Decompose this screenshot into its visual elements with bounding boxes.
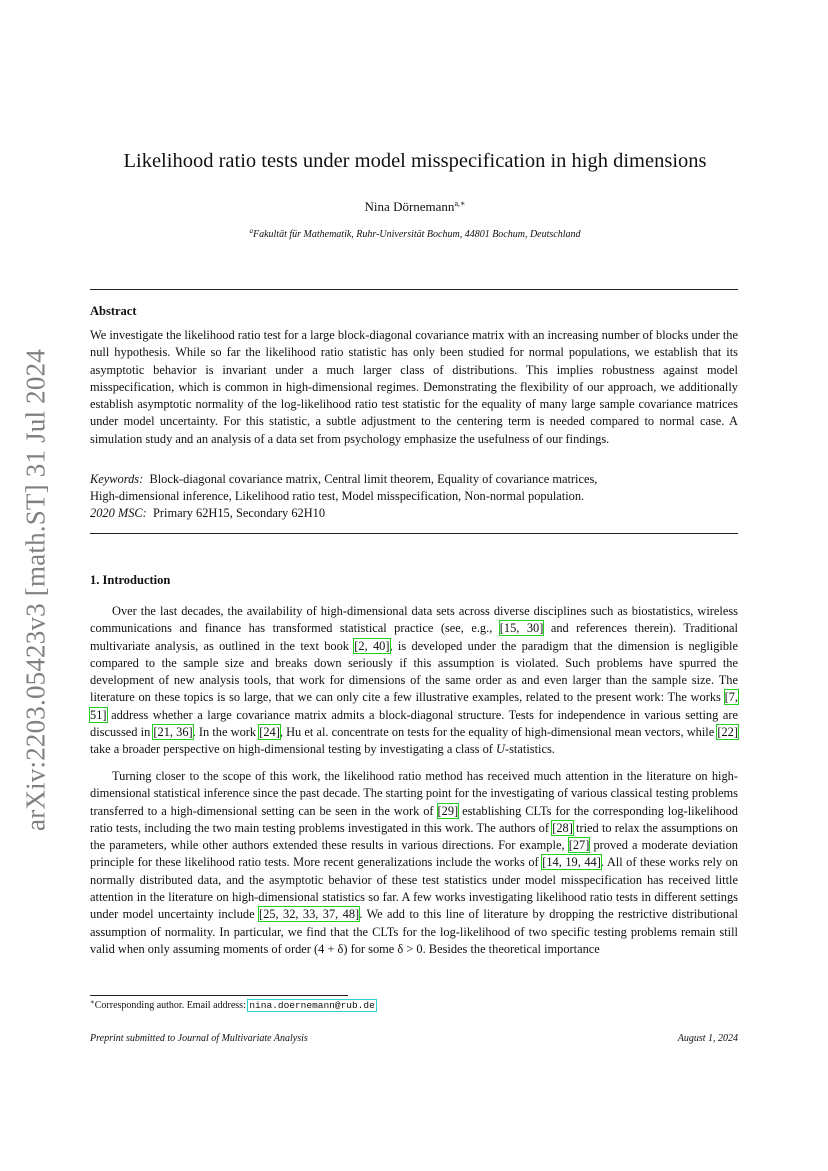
section-heading-introduction: 1. Introduction	[90, 573, 171, 587]
author-line	[90, 199, 740, 215]
keywords-label: Keywords:	[90, 472, 144, 486]
author-name: Nina Dörnemann	[364, 199, 455, 214]
keywords-line-1	[90, 471, 738, 488]
arxiv-identifier: arXiv:2203.05423v3 [math.ST] 31 Jul 2024	[20, 349, 51, 831]
math-symbol: U	[496, 742, 505, 757]
citation-link[interactable]: [21, 36]	[153, 725, 193, 740]
text-span: Over the last decades, the availability of high-dimensional data sets across diverse disciplines such as biostatistics, wireless communications and finance has transformed statistical practice (see, e.g.,	[90, 604, 738, 636]
citation-link[interactable]: [28]	[552, 820, 573, 835]
affiliation	[90, 227, 740, 240]
citation-link[interactable]: [29]	[437, 803, 459, 818]
abstract-heading: Abstract	[90, 304, 137, 318]
email-link[interactable]: nina.doernemann@rub.de	[249, 1000, 375, 1011]
footnote-mark: ∗	[90, 998, 95, 1006]
keywords-line-2: High-dimensional inference, Likelihood ratio test, Model misspecification, Non-normal population.	[90, 489, 585, 503]
text-span: , is developed under the paradigm that the dimension is negligible compared to the sample size and breaks down seriously if this assumption is violated. Such problems have spurred the development of new analysis tools, that work for dimensions of the same order as and even larger than the sample size. The literature on these topics is so large, that we can only cite a few illustrative examples, related to the present work: The works	[90, 638, 738, 705]
text-span: Turning closer to the scope of this work, the likelihood ratio method has received much attention in the literature on high-dimensional statistical inference since the past decade. The starting point for the investigating of various classical testing problems transferred to a high-dimensional setting can be seen in the work of	[90, 769, 738, 818]
text-span: , Hu et al. concentrate on tests for the equality of high-dimensional mean vectors, while	[279, 725, 718, 740]
text-span: address whether a large covariance matrix admits a block-diagonal structure. Tests for independence in various setting are discussed in	[90, 707, 738, 740]
arxiv-sidebar	[14, 280, 58, 900]
footnote	[90, 998, 376, 1011]
footnote-divider	[90, 995, 348, 996]
intro-paragraph-1	[90, 603, 738, 759]
citation-link[interactable]: [27]	[568, 838, 590, 853]
citation-link[interactable]: [22]	[717, 725, 739, 740]
affiliation-text: Fakultät für Mathematik, Ruhr-Universität Bochum, 44801 Bochum, Deutschland	[252, 229, 581, 240]
text-span: . All of these works rely on normally distributed data, and the asymptotic behavior of these test statistics under model misspecification has received little attention in the literature on high-dimensional statistics so far. A few works investigating likelihood ratio tests in different settings under model uncertainty include	[90, 855, 739, 922]
msc-text: Primary 62H15, Secondary 62H10	[153, 506, 326, 520]
text-span: . We add to this line of literature by dropping the restrictive distributional assumption of normality. In particular, we find that the CLTs for the log-likelihood of two specific testing problems remain still valid when only assuming moments of order (4 + δ) for some δ > 0. Besides the theoretical importance	[90, 907, 738, 956]
text-span: proved a moderate deviation principle for these likelihood ratio tests. More recent generalizations include the works of	[90, 838, 738, 870]
text-span: establishing CLTs for the corresponding log-likelihood ratio tests, including the two main testing problems investigated in this work. The authors of	[90, 803, 738, 835]
msc-line	[90, 505, 738, 522]
text-span: and references therein). Traditional multivariate analysis, as outlined in the text book	[90, 621, 738, 653]
citation-link[interactable]: [14, 19, 44]	[542, 855, 601, 870]
top-divider	[90, 289, 738, 290]
msc-label: 2020 MSC:	[90, 506, 147, 520]
footer-journal: Preprint submitted to Journal of Multivariate Analysis	[90, 1033, 308, 1044]
citation-link[interactable]: [2, 40]	[354, 638, 390, 653]
footnote-text: Corresponding author. Email address:	[94, 1000, 249, 1011]
citation-link[interactable]: [24]	[259, 725, 280, 740]
text-span: -statistics.	[504, 742, 555, 757]
keywords-text-1: Block-diagonal covariance matrix, Central limit theorem, Equality of covariance matrices,	[149, 472, 598, 486]
citation-link[interactable]: [15, 30]	[499, 621, 544, 636]
paper-title: Likelihood ratio tests under model misspecification in high dimensions	[123, 150, 707, 172]
footer-date: August 1, 2024	[677, 1033, 738, 1044]
text-span: tried to relax the assumptions on the parameters, while other authors extended these results in various directions. For example,	[90, 820, 738, 853]
citation-link[interactable]: [7, 51]	[90, 690, 738, 722]
affiliation-mark: a	[249, 227, 253, 235]
citation-link[interactable]: [25, 32, 33, 37, 48]	[258, 907, 360, 922]
abstract-text: We investigate the likelihood ratio test for a large block-diagonal covariance matrix with an increasing number of blocks under the null hypothesis. While so far the likelihood ratio statistic has only been studied for normal populations, we establish that its asymptotic behavior is invariant under a much larger class of distributions. This implies robustness against model misspecification, which is common in high-dimensional regimes. Demonstrating the flexibility of our approach, we additionally establish asymptotic normality of the log-likelihood ratio test statistic for the equality of many large sample covariance matrices under model uncertainty. For this statistic, a subtle adjustment to the centering term is needed compared to normal case. A simulation study and an analysis of a data set from psychology emphasize the usefulness of our findings.	[90, 328, 738, 446]
intro-paragraph-2	[90, 768, 738, 958]
author-marks: a,∗	[454, 199, 466, 208]
text-span: . In the work	[192, 725, 260, 740]
text-span: take a broader perspective on high-dimensional testing by investigating a class of	[90, 742, 497, 757]
bottom-divider	[90, 533, 738, 534]
